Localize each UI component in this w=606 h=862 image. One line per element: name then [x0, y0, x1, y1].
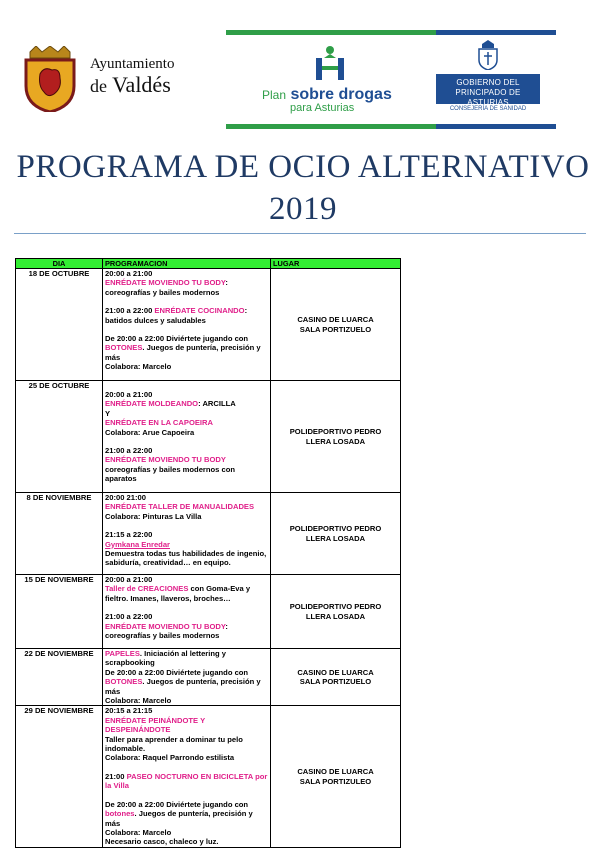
activity-title: ENRÉDATE MOVIENDO TU BODY [105, 278, 226, 288]
place-line: CASINO DE LUARCA [297, 767, 374, 777]
collaborator: Colabora: Arue Capoeira [105, 427, 195, 437]
table-row [16, 493, 401, 575]
activity-desc: coreografías y bailes modernos con aparatos [105, 464, 235, 484]
activity-desc: coreografías y bailes modernos [105, 631, 220, 641]
activity-desc: Taller para aprender a dominar tu pelo indomable. [105, 734, 243, 754]
activity-title: ENRÉDATE EN LA CAPOEIRA [105, 418, 214, 428]
activity-desc: : ARCILLA [198, 399, 236, 409]
activity-title: ENRÉDATE MOLDEANDO [105, 399, 199, 409]
place-line: CASINO DE LUARCA [297, 315, 374, 325]
place-line: POLIDEPORTIVO PEDRO [289, 524, 382, 534]
bottom-band [226, 124, 556, 129]
table-row [16, 649, 401, 706]
program-cell [103, 269, 271, 381]
program-table [15, 258, 401, 848]
place-line: LLERA LOSADA [305, 611, 366, 621]
header-dia: DIA [16, 259, 103, 269]
activity-title: Taller de CREACIONES [105, 584, 189, 594]
date-cell: 18 DE OCTUBRE [16, 269, 103, 381]
table-row [16, 269, 401, 381]
colon: : [225, 621, 228, 631]
collaborator: Colabora: Marcelo [105, 696, 172, 706]
plan-label-main: sobre drogas [290, 86, 392, 103]
time-label: 20:00 a 21:00 [105, 269, 153, 278]
activity-title: PASEO NOCTURNO EN BICICLETA por la Villa [105, 771, 268, 791]
title-line2: 2019 [269, 191, 337, 227]
ayuntamiento-logo [18, 28, 190, 128]
title-divider [14, 233, 586, 234]
activity-desc: . Iniciación al lettering y scrapbooking [105, 649, 226, 668]
time-label: 21:00 a 22:00 [105, 612, 153, 622]
place-cell [271, 575, 401, 649]
conjunction: Y [105, 408, 111, 418]
activity-title: Gymkana Enredar [105, 539, 170, 549]
place-cell [271, 649, 401, 706]
time-label: 21:00 a 22:00 [105, 306, 153, 316]
plan-label: Plan [262, 88, 287, 102]
table-row [16, 706, 401, 847]
activity-title: ENRÉDATE PEINÁNDOTE Y DESPEINÁNDOTE [105, 715, 206, 735]
activity-title: BOTONES [105, 343, 143, 353]
gobierno-box [436, 74, 540, 107]
program-cell [103, 493, 271, 575]
program-cell [103, 706, 271, 847]
place-line: POLIDEPORTIVO PEDRO [289, 602, 382, 612]
place-line: SALA PORTIZUELO [299, 324, 372, 334]
time-label: 20:00 21:00 [105, 493, 146, 502]
activity-desc: : batidos dulces y saludables [105, 306, 248, 325]
ayuntamiento-prefix: de [90, 76, 107, 96]
activity-title: botones [105, 809, 135, 819]
valdes-shield-icon [22, 46, 78, 112]
place-cell [271, 269, 401, 381]
activity-title: BOTONES [105, 677, 143, 687]
gobierno-line1: GOBIERNO DEL [456, 78, 520, 87]
activity-desc: coreografías y bailes modernos [105, 287, 220, 297]
asturias-crest-icon [476, 40, 500, 70]
place-line: SALA PORTIZUELO [299, 677, 372, 687]
plan-label-sub: para Asturias [290, 102, 355, 114]
activity-desc: con Goma-Eva y fieltro. Imanes, llaveros, broches… [105, 584, 251, 603]
activity-desc: . Juegos de puntería, precisión y más [105, 677, 261, 696]
date-cell: 29 DE NOVIEMBRE [16, 706, 103, 847]
ayuntamiento-name: Valdés [112, 72, 171, 97]
place-line: LLERA LOSADA [305, 436, 366, 446]
activity-title: ENRÉDATE MOVIENDO TU BODY [105, 455, 226, 465]
time-label: 20:15 a 21:15 [105, 706, 153, 716]
place-line: LLERA LOSADA [305, 533, 366, 543]
activity-desc: Demuestra todas tus habilidades de ingenio, sabiduría, creatividad… en equipo. [105, 549, 267, 568]
title-line1: PROGRAMA DE OCIO ALTERNATIVO [16, 149, 590, 185]
date-cell: 22 DE NOVIEMBRE [16, 649, 103, 706]
consejeria-label: CONSEJERÍA DE SANIDAD [449, 106, 527, 112]
activity-title: ENRÉDATE COCINANDO [154, 306, 245, 316]
time-label: De 20:00 a 22:00 Diviértete jugando con [105, 667, 249, 677]
time-label: 21:15 a 22:00 [105, 530, 153, 540]
time-label: 21:00 [105, 771, 125, 781]
table-row [16, 575, 401, 649]
program-cell [103, 381, 271, 493]
activity-title: ENRÉDATE MOVIENDO TU BODY [105, 621, 226, 631]
time-label: 20:00 a 21:00 [105, 575, 153, 584]
colon: : [225, 278, 228, 288]
time-label: 21:00 a 22:00 [105, 446, 153, 456]
place-line: POLIDEPORTIVO PEDRO [289, 427, 382, 437]
plan-sobre-drogas-logo [226, 30, 556, 130]
note: Necesario casco, chaleco y luz. [105, 837, 219, 847]
place-line: CASINO DE LUARCA [297, 667, 374, 677]
time-label: De 20:00 a 22:00 Diviértete jugando con [105, 799, 249, 809]
place-cell [271, 706, 401, 847]
activity-title: ENRÉDATE TALLER DE MANUALIDADES [105, 502, 255, 512]
time-label: 20:00 a 21:00 [105, 390, 153, 399]
activity-desc: . Juegos de puntería, precisión y más [105, 809, 253, 828]
collaborator: Colabora: Pinturas La Villa [105, 511, 202, 521]
header-programacion: PROGRAMACION [103, 259, 271, 269]
header-lugar: LUGAR [271, 259, 401, 269]
ayuntamiento-label: Ayuntamiento [90, 56, 175, 72]
activity-desc: . Juegos de puntería, precisión y más [105, 343, 261, 362]
top-band [226, 30, 556, 35]
table-header-row [16, 259, 401, 269]
collaborator: Colabora: Marcelo [105, 827, 172, 837]
collaborator: Colabora: Marcelo [105, 362, 172, 372]
place-cell [271, 381, 401, 493]
collaborator: Colabora: Raquel Parrondo estilista [105, 753, 235, 763]
date-cell: 15 DE NOVIEMBRE [16, 575, 103, 649]
time-label: De 20:00 a 22:00 Diviértete jugando con [105, 334, 249, 344]
program-cell [103, 649, 271, 706]
program-cell [103, 575, 271, 649]
date-cell: 25 DE OCTUBRE [16, 381, 103, 493]
table-row [16, 381, 401, 493]
date-cell: 8 DE NOVIEMBRE [16, 493, 103, 575]
activity-title: PAPELES [105, 649, 140, 658]
plan-mark-icon [310, 44, 350, 84]
place-line: SALA PORTIZULEO [299, 776, 372, 786]
page-title [0, 146, 606, 230]
place-cell [271, 493, 401, 575]
gobierno-line2: PRINCIPADO DE ASTURIAS [455, 88, 521, 107]
